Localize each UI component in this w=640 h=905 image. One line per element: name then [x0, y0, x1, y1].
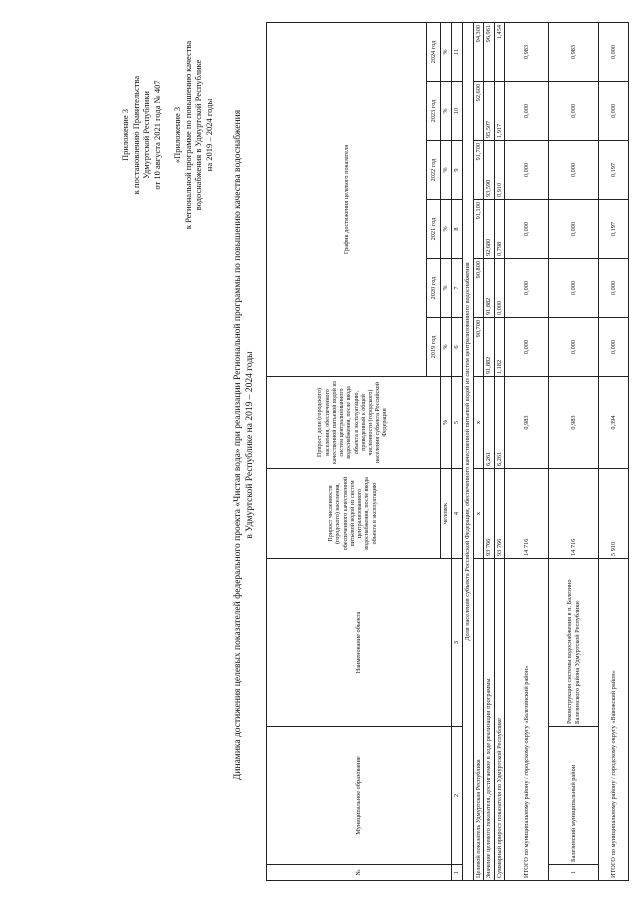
section-title: Доля населения субъекта Российской Федерации, обеспеченного качественной питьевой водой из систем централизованного водоснабжения: [463, 23, 474, 881]
summary-label: Значение целевого показателя, достигаемое в ходе реализации программы: [484, 559, 495, 881]
annex-line: Удмуртской Республики: [141, 91, 151, 179]
annex-line: к постановлению Правительства: [130, 75, 141, 195]
header-year: 2022 год: [427, 141, 441, 200]
summary-value: 95,507: [484, 82, 495, 141]
annex-line: на 2019 – 2024 годы: [203, 98, 214, 172]
object-value: 0,000: [549, 141, 599, 200]
header-year: 2024 год: [427, 23, 441, 82]
summary-value: 92,680: [484, 200, 495, 259]
object-row: [549, 23, 599, 881]
summary-share: x: [473, 377, 484, 469]
total-value: 0,000: [599, 259, 629, 318]
total-label: ИТОГО по муниципальному району / городскому округу «Вавожский район»: [599, 559, 629, 881]
object-value: 0,000: [549, 259, 599, 318]
total-value: 0,197: [599, 141, 629, 200]
indicators-table: [266, 22, 629, 881]
total-share: 0,983: [505, 377, 549, 469]
col-number: 1: [452, 865, 463, 881]
summary-value: 0,910: [494, 141, 505, 200]
total-value: 0,000: [505, 82, 549, 141]
total-value: 0,000: [505, 318, 549, 377]
total-share: 0,394: [599, 377, 629, 469]
summary-people: 93 766: [484, 469, 495, 559]
document-title: [232, 5, 256, 885]
title-line: Динамика достижения целевых показателей федерального проекта «Чистая вода» при реализации Региональной программы по повышению качества водоснабжения: [233, 109, 243, 781]
total-row: [505, 23, 549, 881]
col-number: 7: [452, 259, 463, 318]
summary-share: 6,261: [484, 377, 495, 469]
total-value: 0,000: [599, 318, 629, 377]
summary-row: [473, 23, 484, 881]
annex-line: водоснабжения в Удмуртской Республике: [193, 59, 203, 211]
summary-people: x: [473, 469, 484, 559]
summary-row: [484, 23, 495, 881]
total-value: 0,000: [599, 82, 629, 141]
annex-line: к Региональной программе по повышению качества: [182, 40, 193, 230]
col-number: 3: [452, 559, 463, 727]
total-value: 0,000: [505, 200, 549, 259]
summary-row: [494, 23, 505, 881]
summary-value: 90,700: [473, 318, 484, 377]
header-num: №: [267, 865, 452, 881]
header-share-growth: Прирост доли (городского) населения, обеспеченного качественной питьевой водой из систем централизованного водоснабжения, после ввода объекта в эксплуатацию, приведенный к общей численности (городского) населения субъекта Российской Федерации: [267, 377, 441, 469]
summary-share: 6,261: [494, 377, 505, 469]
summary-value: 91,882: [484, 318, 495, 377]
total-row: [599, 23, 629, 881]
total-value: 0,983: [505, 23, 549, 82]
row-number: 1: [549, 865, 599, 881]
total-label: ИТОГО по муниципальному району / городскому округу «Балезинский район»: [505, 559, 549, 881]
total-people: 5 910: [599, 469, 629, 559]
summary-value: 91,882: [484, 259, 495, 318]
object-value: 0,000: [549, 82, 599, 141]
col-number: 10: [452, 82, 463, 141]
summary-people: 93 766: [494, 469, 505, 559]
summary-label: Суммарный прирост показателя по Удмуртской Республике: [494, 559, 505, 881]
total-people: 14 716: [505, 469, 549, 559]
header-municipality: Муниципальное образование: [267, 727, 452, 865]
summary-value: 0,798: [494, 200, 505, 259]
header-year: 2023 год: [427, 82, 441, 141]
summary-value: 92,600: [473, 82, 484, 141]
summary-label: Целевой показатель Удмуртская Республика: [473, 559, 484, 881]
total-value: 0,000: [599, 23, 629, 82]
header-object: Наименование объекта: [267, 559, 452, 727]
summary-value: 90,800: [473, 259, 484, 318]
summary-value: 94,300: [473, 23, 484, 82]
col-number: 9: [452, 141, 463, 200]
total-value: 0,000: [505, 141, 549, 200]
municipality-name: Балезинский муниципальный район: [549, 727, 599, 865]
annex-block: [120, 30, 214, 240]
header-population-growth: Прирост численности (городского) населения, обеспеченного качественной питьевой водой из систем централизованного водоснабжения, после ввода объекта в эксплуатацию: [267, 469, 441, 559]
title-line: в Удмуртской Республике на 2019 – 2024 годы: [245, 351, 255, 539]
summary-value: 1,182: [494, 318, 505, 377]
summary-value: 0,000: [494, 259, 505, 318]
annex-line: «Приложение 3: [172, 106, 182, 164]
summary-value: 91,700: [473, 141, 484, 200]
col-number: 4: [452, 469, 463, 559]
header-schedule: График достижения целевого показателя: [267, 23, 427, 377]
unit-people: человек: [441, 469, 452, 559]
header-year: 2021 год: [427, 200, 441, 259]
object-value: 0,000: [549, 318, 599, 377]
unit-year: %: [441, 259, 452, 318]
unit-percent: %: [441, 377, 452, 469]
object-name: Реконструкция системы водоснабжения в п. Балезино Балезинского района Удмуртской Республики: [549, 559, 599, 727]
unit-year: %: [441, 318, 452, 377]
object-value: 0,983: [549, 23, 599, 82]
summary-value: 1,917: [494, 82, 505, 141]
summary-value: 1,454: [494, 23, 505, 82]
total-value: 0,000: [505, 259, 549, 318]
col-number: 11: [452, 23, 463, 82]
col-number: 2: [452, 727, 463, 865]
unit-year: %: [441, 82, 452, 141]
annex-line: Приложение 3: [120, 109, 130, 161]
summary-value: 91,100: [473, 200, 484, 259]
summary-value: 93,590: [484, 141, 495, 200]
unit-year: %: [441, 141, 452, 200]
object-people: 14 716: [549, 469, 599, 559]
summary-value: 96,961: [484, 23, 495, 82]
header-year: 2019 год: [427, 318, 441, 377]
col-number: 5: [452, 377, 463, 469]
col-number: 8: [452, 200, 463, 259]
annex-line: от 10 августа 2021 года № 407: [151, 80, 162, 190]
object-share: 0,983: [549, 377, 599, 469]
object-value: 0,000: [549, 200, 599, 259]
header-year: 2020 год: [427, 259, 441, 318]
unit-year: %: [441, 23, 452, 82]
unit-year: %: [441, 200, 452, 259]
col-number: 6: [452, 318, 463, 377]
total-value: 0,197: [599, 200, 629, 259]
